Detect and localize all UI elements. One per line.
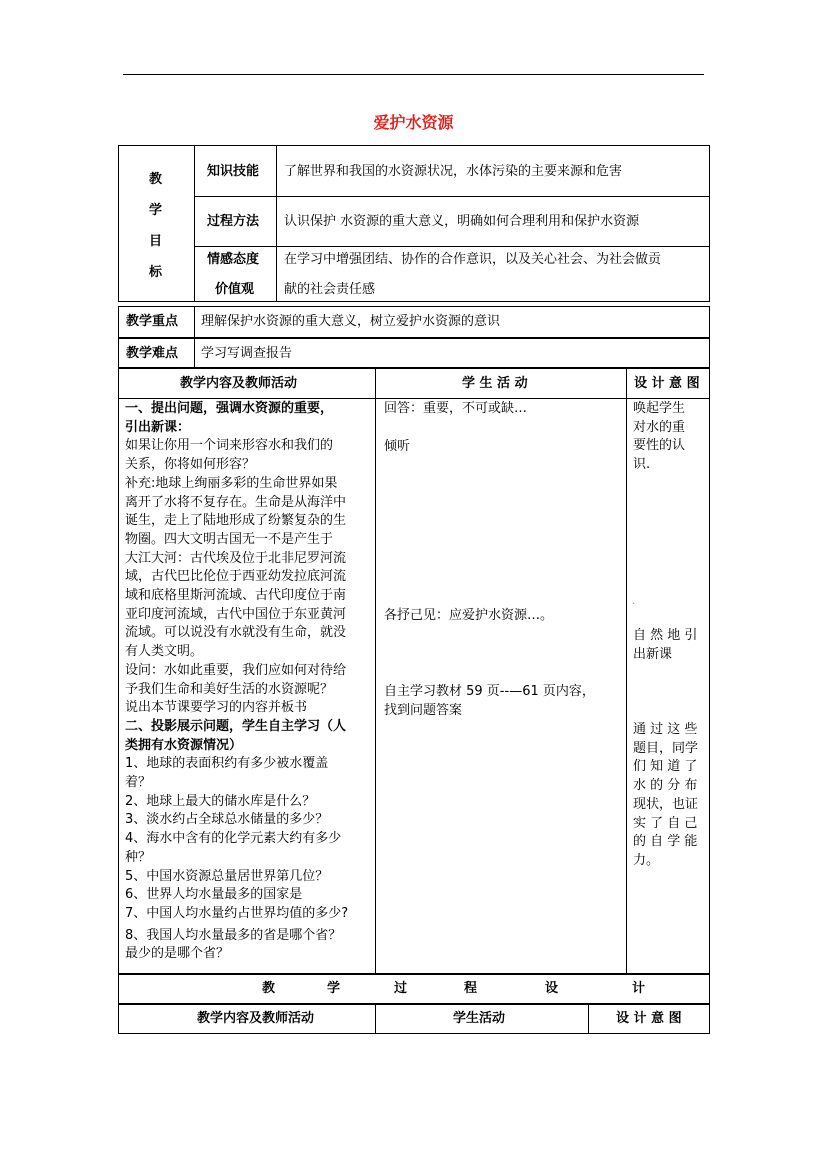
intent-line: 们 知 道 了 — [633, 759, 698, 775]
teacher-line: 补充:地球上绚丽多彩的生命世界如果 — [125, 475, 338, 491]
attitude-label: 情感态度 — [207, 252, 260, 267]
footer-header-student: 学生活动 — [453, 1011, 506, 1026]
student-self-study: 自主学习教材 59 页--—61 页内容， — [384, 684, 595, 699]
difficulty-text: 学习写调查报告 — [201, 346, 293, 361]
intent-line: 现状，也证 — [633, 796, 699, 812]
intent-line: 识. — [633, 457, 651, 473]
teacher-activity-content — [125, 400, 373, 964]
header-teacher-activity: 教学内容及教师活动 — [180, 376, 298, 391]
footer-header-teacher: 教学内容及教师活动 — [197, 1011, 315, 1026]
teacher-line: 引出新课： — [125, 419, 191, 435]
intent-dot: · — [632, 599, 636, 610]
teacher-line: 最少的是哪个省？ — [125, 946, 230, 962]
student-opinion: 各抒己见：应爱护水资源…。 — [384, 608, 554, 623]
teacher-line: 着？ — [125, 775, 152, 791]
page-title: 爱护水资源 — [373, 113, 454, 132]
student-listen: 倾听 — [384, 439, 411, 454]
key-point-label: 教学重点 — [126, 314, 179, 329]
process-char: 程 — [464, 981, 478, 996]
intent-line: 实 了 自 己 — [633, 815, 698, 831]
footer-header-intent: 设 计 意 图 — [616, 1011, 682, 1026]
teacher-line: 一、提出问题，强调水资源的重要， — [125, 401, 334, 416]
intent-line: 力。 — [633, 852, 660, 868]
teacher-line: 2、地球上最大的储水库是什么？ — [125, 793, 316, 809]
intent-line: 对水的重 — [633, 419, 686, 435]
teacher-line: 大江大河：古代埃及位于北非尼罗河流 — [125, 550, 347, 566]
teacher-line: 说出本节课要学习的内容并板书 — [125, 700, 308, 716]
intent-first — [633, 400, 705, 475]
intent-line: 要性的认 — [633, 438, 686, 454]
teacher-line: 种？ — [125, 849, 152, 865]
teacher-line: 域，古代巴比伦位于西亚幼发拉底河流 — [125, 569, 347, 585]
intent-line: 的 自 学 能 — [633, 834, 698, 850]
intent-line: 通 过 这 些 — [633, 722, 698, 737]
intent-line: 水 的 分 布 — [633, 778, 698, 794]
teacher-line: 亚印度河流域，古代中国位于东亚黄河 — [125, 606, 347, 622]
student-self-study: 找到问题答案 — [384, 703, 463, 718]
attitude-label: 价值观 — [215, 282, 255, 297]
objectives-side-char: 标 — [149, 265, 163, 280]
teacher-line: 予我们生命和美好生活的水资源呢？ — [125, 681, 334, 697]
intent-second — [633, 627, 705, 664]
intent-line: 唤起学生 — [633, 401, 686, 416]
process-char: 教 — [262, 981, 276, 996]
header-student-activity: 学 生 活 动 — [462, 376, 528, 391]
teacher-line: 4、海水中含有的化学元素大约有多少 — [125, 831, 342, 847]
process-char: 学 — [327, 981, 341, 996]
teacher-line: 离开了水将不复存在。生命是从海洋中 — [125, 494, 347, 510]
top-rule — [123, 74, 704, 75]
teacher-line: 二、投影展示问题，学生自主学习（人 — [125, 718, 347, 734]
teacher-line: 诞生，走上了陆地形成了纷繁复杂的生 — [125, 513, 347, 529]
key-point-text: 理解保护水资源的重大意义，树立爱护水资源的意识 — [201, 314, 501, 329]
teacher-line: 1、地球的表面积约有多少被水覆盖 — [125, 756, 329, 772]
process-design-row — [118, 974, 710, 1004]
teacher-line: 7、中国人均水量约占世界均值的多少? — [125, 905, 349, 921]
knowledge-text: 了解世界和我国的水资源状况，水体污染的主要来源和危害 — [284, 164, 623, 179]
intent-line: 出新课 — [633, 646, 673, 662]
teacher-line: 设问：水如此重要，我们应如何对待给 — [125, 662, 347, 678]
teacher-line: 流域。可以说没有水就没有生命，就没 — [125, 625, 347, 641]
attitude-text: 在学习中增强团结、协作的合作意识，以及关心社会、为社会做贡 — [284, 252, 662, 267]
student-answer: 回答：重要，不可或缺… — [384, 401, 528, 416]
teacher-line: 如果让你用一个词来形容水和我们的 — [125, 438, 334, 454]
objectives-side-char: 学 — [149, 203, 163, 218]
objectives-side-char: 教 — [149, 172, 163, 187]
teacher-line: 3、淡水约占全球总水储量的多少？ — [125, 812, 329, 828]
intent-third — [633, 721, 705, 871]
teacher-line: 6、世界人均水量最多的国家是 — [125, 887, 303, 903]
header-design-intent: 设 计 意 图 — [634, 376, 700, 391]
process-method-text: 认识保护 水资源的重大意义，明确如何合理利用和保护水资源 — [284, 214, 640, 229]
process-char: 设 — [545, 981, 559, 996]
process-char: 计 — [632, 981, 646, 996]
objectives-side-char: 目 — [149, 234, 163, 249]
intent-line: 自 然 地 引 — [633, 628, 698, 643]
process-method-label: 过程方法 — [207, 214, 260, 229]
process-char: 过 — [394, 981, 408, 996]
teacher-line: 类拥有水资源情况） — [125, 737, 243, 753]
attitude-text: 献的社会责任感 — [284, 282, 376, 297]
teacher-line: 有人类文明。 — [125, 644, 204, 660]
knowledge-label: 知识技能 — [207, 164, 260, 179]
difficulty-label: 教学难点 — [126, 346, 179, 361]
intent-line: 题目，同学 — [633, 740, 699, 756]
teacher-line: 域和底格里斯河流域、古代印度位于南 — [125, 588, 347, 604]
teacher-line: 8、我国人均水量最多的省是哪个省？ — [125, 927, 342, 943]
teacher-line: 物圈。四大文明古国无一不是产生于 — [125, 531, 334, 547]
teacher-line: 关系，你将如何形容？ — [125, 457, 256, 473]
teacher-line: 5、中国水资源总量居世界第几位？ — [125, 868, 329, 884]
